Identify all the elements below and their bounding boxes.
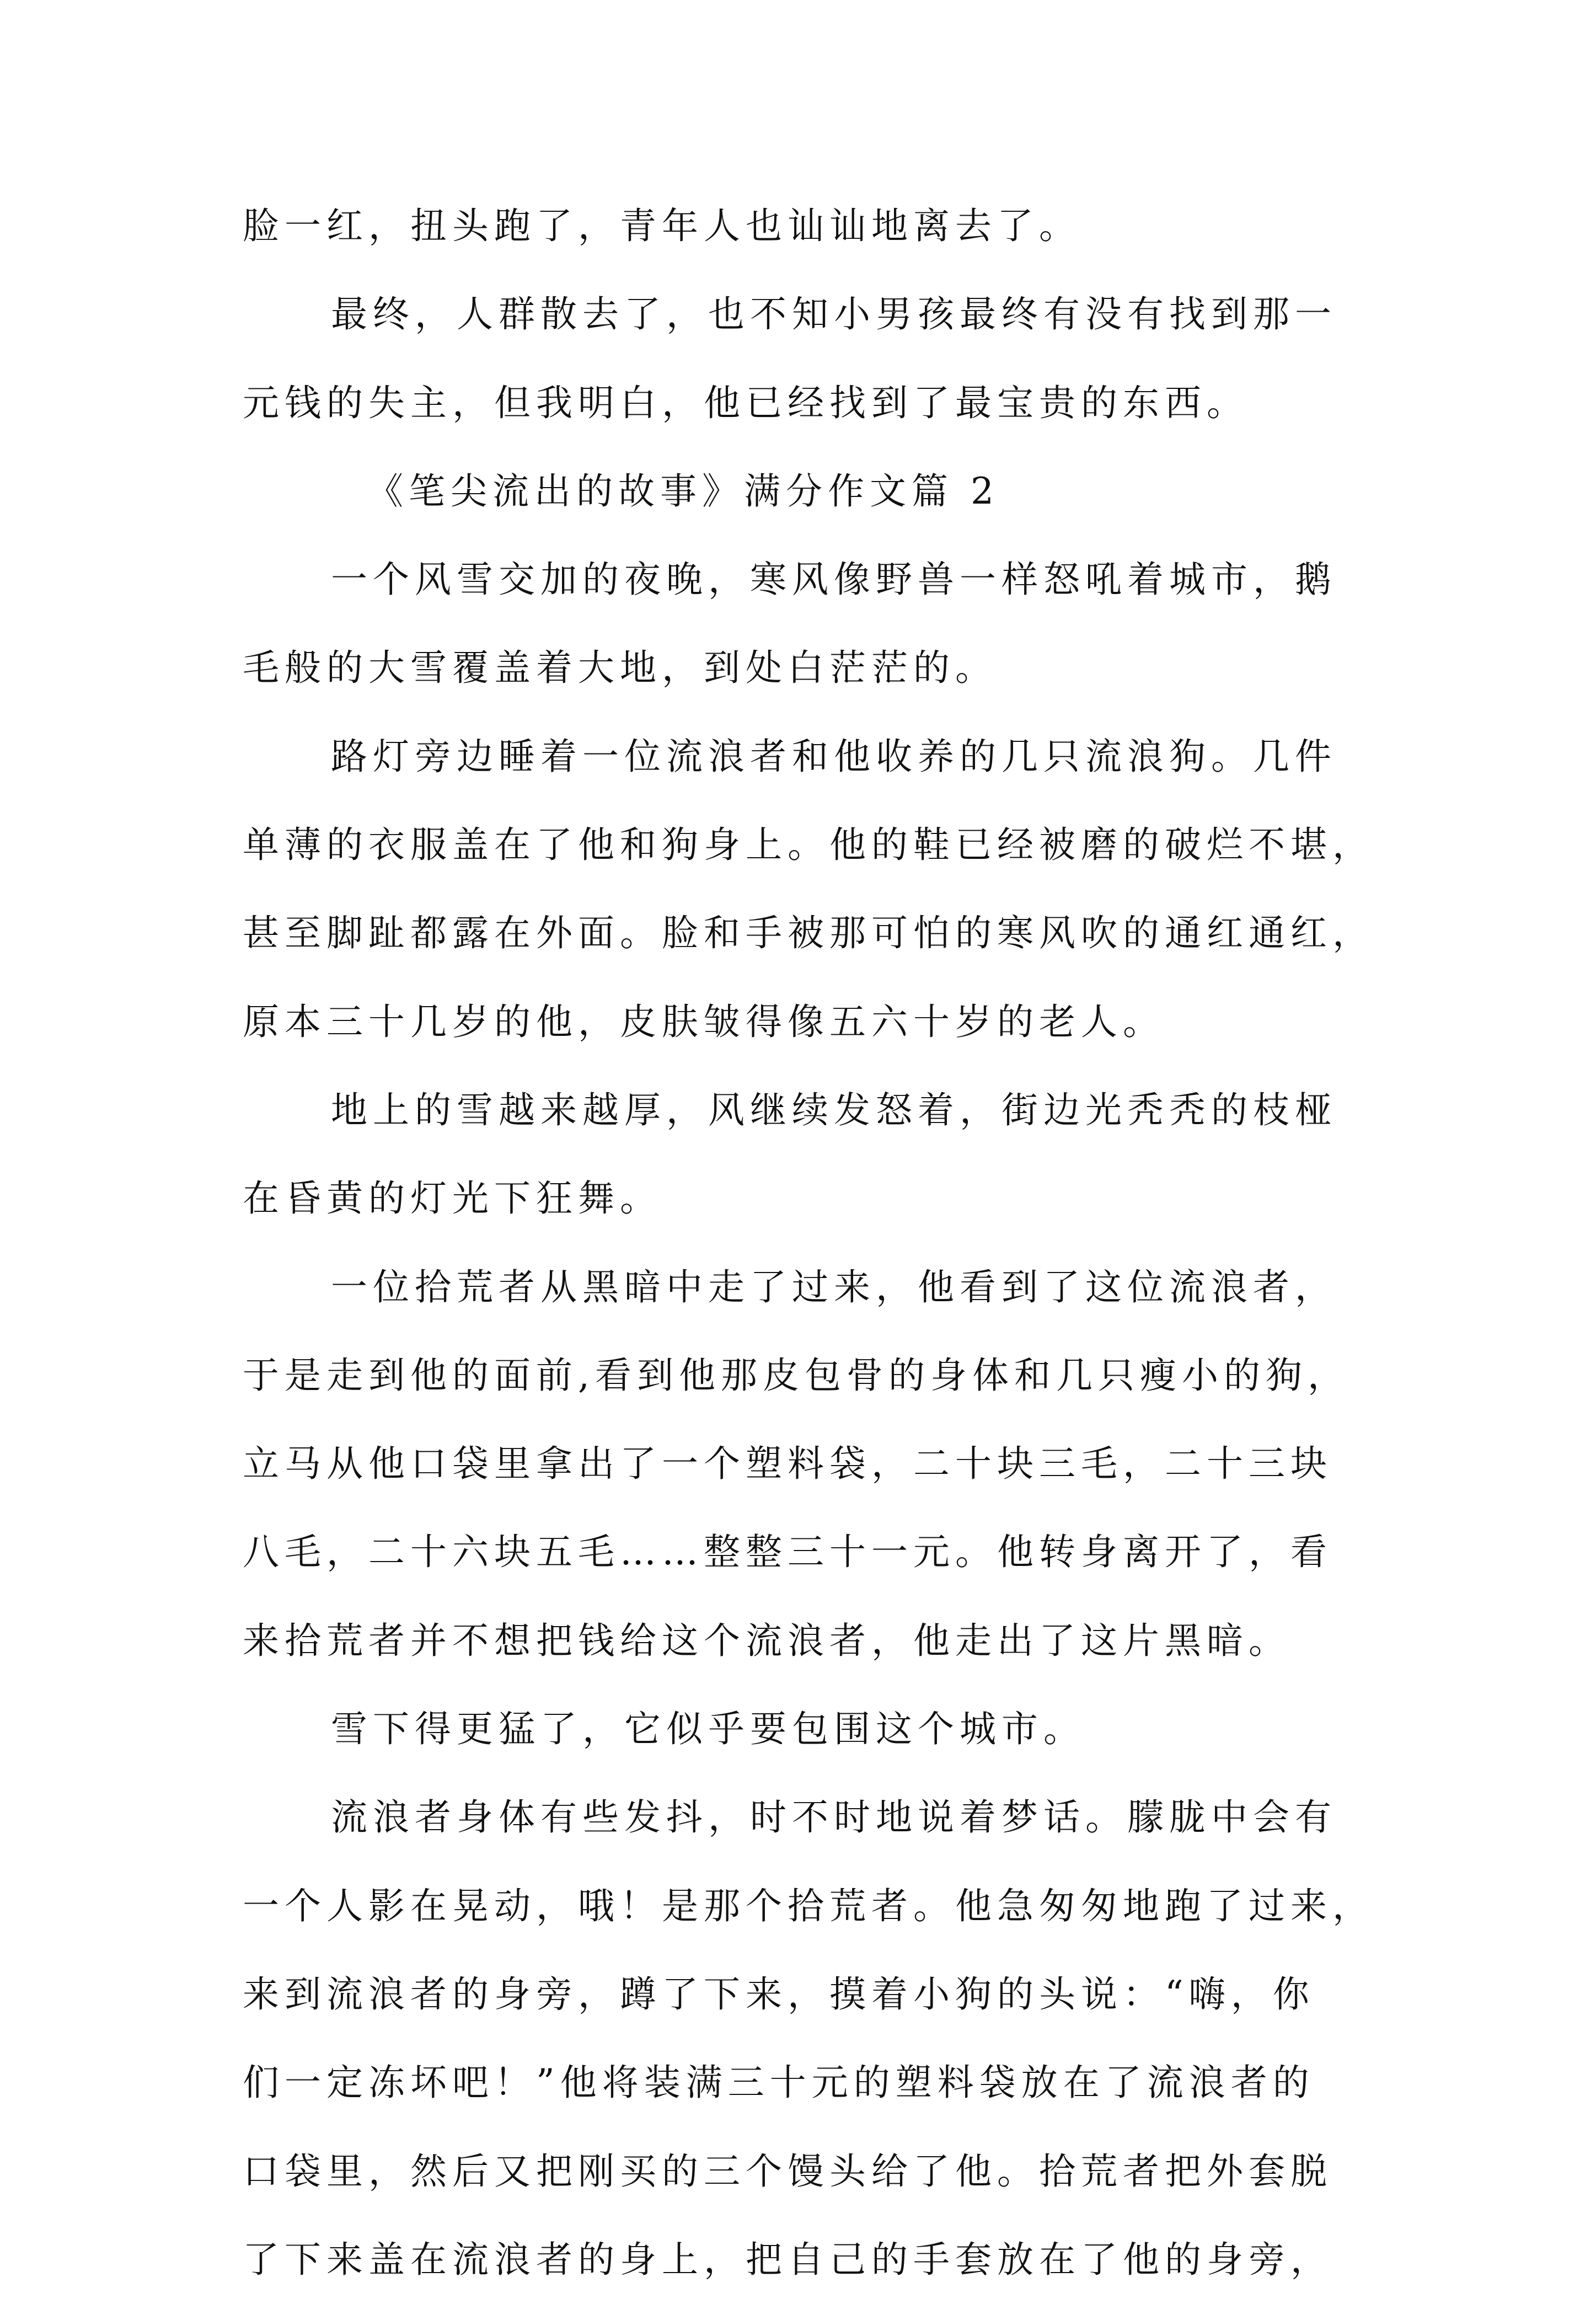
body-line: 甚至脚趾都露在外面。脸和手被那可怕的寒风吹的通红通红， [243,912,1374,955]
paragraph-start-line: 最终，人群散去了，也不知小男孩最终有没有找到那一 [331,293,1337,336]
body-line: 口袋里，然后又把刚买的三个馒头给了他。拾荒者把外套脱 [243,2150,1332,2193]
body-line: 在昏黄的灯光下狂舞。 [243,1177,662,1220]
body-line: 了下来盖在流浪者的身上，把自己的手套放在了他的身旁， [243,2238,1332,2281]
body-line: 八毛，二十六块五毛……整整三十一元。他转身离开了，看 [243,1531,1332,1574]
body-line: 们一定冻坏吧！”他将装满三十元的塑料袋放在了流浪者的 [243,2061,1315,2104]
body-line: 脸一红，扭头跑了，青年人也讪讪地离去了。 [243,205,1081,247]
body-line: 来到流浪者的身旁，蹲了下来，摸着小狗的头说：“嗨，你 [243,1972,1315,2016]
body-line: 一个人影在晃动，哦！是那个拾荒者。他急匆匆地跑了过来， [243,1884,1374,1927]
body-line: 原本三十几岁的他，皮肤皱得像五六十岁的老人。 [243,1000,1165,1043]
body-line: 单薄的衣服盖在了他和狗身上。他的鞋已经被磨的破烂不堪， [243,824,1374,867]
paragraph-start-line: 流浪者身体有些发抖，时不时地说着梦话。朦胧中会有 [331,1796,1337,1839]
paragraph-start-line: 一位拾荒者从黑暗中走了过来，他看到了这位流浪者， [331,1265,1337,1308]
body-line: 于是走到他的面前,看到他那皮包骨的身体和几只瘦小的狗， [243,1354,1349,1397]
body-line: 毛般的大雪覆盖着大地，到处白茫茫的。 [243,646,997,689]
body-line: 来拾荒者并不想把钱给这个流浪者，他走出了这片黑暗。 [243,1619,1290,1662]
essay-title: 《笔尖流出的故事》满分作文篇 2 [367,469,999,512]
paragraph-start-line: 地上的雪越来越厚，风继续发怒着，街边光秃秃的枝桠 [331,1088,1337,1131]
essay-body [243,182,1374,2304]
paragraph-start-line: 雪下得更猛了，它似乎要包围这个城市。 [331,1708,1085,1751]
body-line: 元钱的失主，但我明白，他已经找到了最宝贵的东西。 [243,381,1249,424]
body-line: 立马从他口袋里拿出了一个塑料袋，二十块三毛，二十三块 [243,1442,1332,1485]
paragraph-start-line: 路灯旁边睡着一位流浪者和他收养的几只流浪狗。几件 [331,735,1337,778]
paragraph-start-line: 一个风雪交加的夜晚，寒风像野兽一样怒吼着城市，鹅 [331,558,1337,601]
